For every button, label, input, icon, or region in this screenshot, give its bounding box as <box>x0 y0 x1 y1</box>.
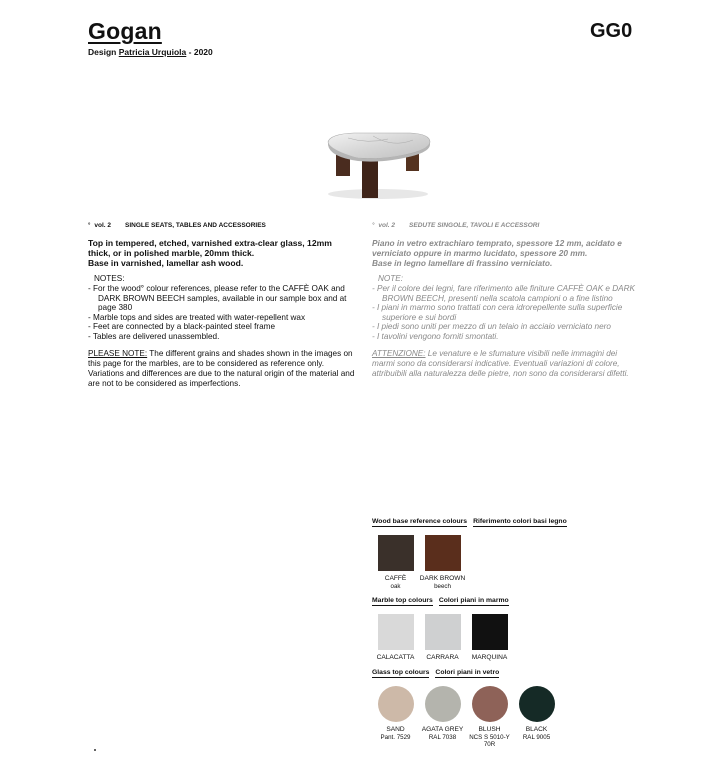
swatch-color <box>472 686 508 722</box>
please-note-label: ATTENZIONE: <box>372 348 426 358</box>
swatch-color <box>425 535 461 571</box>
swatch-marquina: MARQUINA <box>466 614 513 662</box>
swatch-carrara: CARRARA <box>419 614 466 662</box>
note-item: - Marble tops and sides are treated with water-repellent wax <box>88 312 306 322</box>
please-note-label: PLEASE NOTE: <box>88 348 148 358</box>
notes-title: NOTE: <box>378 274 404 283</box>
swatch-sand: SAND Pant. 7529 <box>372 686 419 749</box>
design-prefix: Design <box>88 47 117 57</box>
swatch-color <box>378 535 414 571</box>
volume-label: vol. 2 <box>94 222 112 229</box>
english-column <box>88 222 358 389</box>
section-mark: ° <box>372 223 375 229</box>
italian-column <box>372 222 642 379</box>
swatch-color <box>519 686 555 722</box>
product-image <box>318 130 438 202</box>
swatch-color <box>425 686 461 722</box>
wood-colours-title: Wood base reference colours Riferimento colori basi legno <box>372 518 567 525</box>
product-code: GG0 <box>590 20 633 42</box>
product-description: Piano in vetro extrachiaro temprato, spessore 12 mm, acidato e verniciato oppure in marmo lucidato, spessore 20 mm. Base in legno lamellare di frassino verniciato. <box>372 238 622 268</box>
note-item: - I tavolini vengono forniti smontati. <box>372 331 499 341</box>
product-description: Top in tempered, etched, varnished extra-clear glass, 12mm thick, or in polished marble, 20mm thick. Base in varnished, lamellar ash wood. <box>88 238 332 268</box>
swatch-color <box>378 614 414 650</box>
swatch-blush: BLUSH NCS S 5010-Y 70R <box>466 686 513 749</box>
product-title: Gogan <box>88 18 162 44</box>
note-item: - I piani in marmo sono trattati con cera idrorepellente sulla superficie superiore e sui bordi <box>372 303 623 322</box>
note-item: - Tables are delivered unassembled. <box>88 331 220 341</box>
section-mark: ° <box>88 223 91 229</box>
section-header <box>372 222 642 229</box>
note-item: - Per il colore dei legni, fare riferimento alle finiture CAFFÈ OAK e DARK BROWN BEECH, presenti nella scatola campioni o a fine listino <box>372 284 636 303</box>
please-note-text: Le venature e le sfumature visibili nelle immagini dei marmi sono da considerarsi indicative. Eventuali variazioni di colore, attribuibili alla naturalezza delle pietre, non sono da considerarsi difetti. <box>372 348 629 378</box>
designer-name: Patricia Urquiola <box>118 47 187 57</box>
swatch-black: BLACK RAL 9005 <box>513 686 560 749</box>
design-year: - 2020 <box>188 47 213 57</box>
glass-colours-title: Glass top colours Colori piani in vetro <box>372 668 500 676</box>
marble-colours-title: Marble top colours Colori piani in marmo <box>372 596 509 604</box>
finish-swatches <box>372 518 602 749</box>
footer-dot <box>94 749 96 751</box>
swatch-agata-grey: AGATA GREY RAL 7038 <box>419 686 466 749</box>
please-note-text: The different grains and shades shown in the images on this page for the marbles, are to be considered as reference only. Variations and differences are due to the natural origin of the material and are not to be considered as imperfections. <box>88 348 355 388</box>
notes-list <box>88 284 358 342</box>
section-title: SEDUTE SINGOLE, TAVOLI E ACCESSORI <box>409 222 540 229</box>
section-title: SINGLE SEATS, TABLES AND ACCESSORIES <box>125 222 266 229</box>
swatch-dark-brown-beech: DARK BROWN beech <box>419 535 466 591</box>
volume-label: vol. 2 <box>378 222 396 229</box>
note-item: - Feet are connected by a black-painted steel frame <box>88 322 276 332</box>
swatch-color <box>472 614 508 650</box>
notes-list <box>372 284 642 342</box>
swatch-color <box>425 614 461 650</box>
notes-title: NOTES: <box>94 274 125 283</box>
swatch-color <box>378 686 414 722</box>
please-note <box>88 349 358 389</box>
please-note <box>372 349 642 379</box>
marble-swatch-row <box>372 614 602 662</box>
design-credit <box>88 47 213 57</box>
swatch-caffe-oak: CAFFÈ oak <box>372 535 419 591</box>
table-leg <box>362 158 378 198</box>
swatch-calacatta: CALACATTA <box>372 614 419 662</box>
note-item: - For the wood° colour references, please refer to the CAFFÈ OAK and DARK BROWN BEECH samples, available in our sample box and at page 380 <box>88 284 347 313</box>
wood-swatch-row <box>372 535 602 591</box>
note-item: - I piedi sono uniti per mezzo di un telaio in acciaio verniciato nero <box>372 322 611 332</box>
glass-swatch-row <box>372 686 602 749</box>
section-header <box>88 222 358 229</box>
